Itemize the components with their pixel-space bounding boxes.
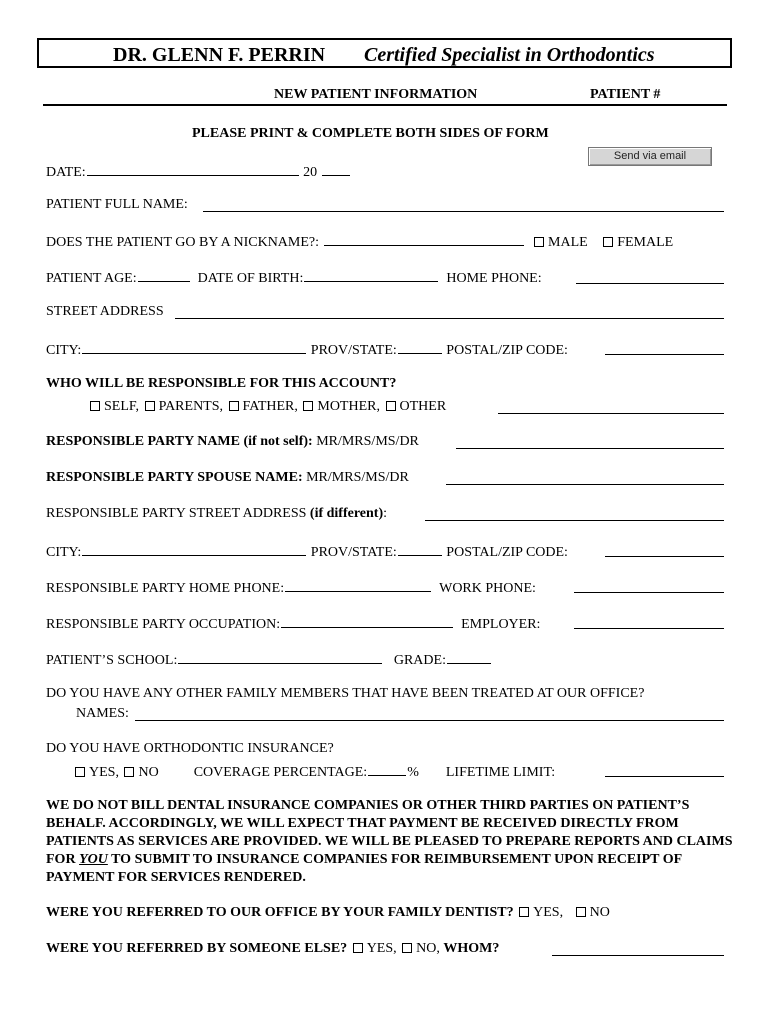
- date-field[interactable]: [87, 162, 299, 176]
- lifetime-field[interactable]: [605, 776, 724, 777]
- postal-zip-label: POSTAL/ZIP CODE:: [446, 343, 568, 358]
- rp-name-field[interactable]: [456, 448, 724, 449]
- year-field[interactable]: [322, 162, 350, 176]
- prov-state-label: PROV/STATE:: [310, 343, 397, 358]
- insurance-row: [73, 762, 555, 781]
- rp-spouse-label: RESPONSIBLE PARTY SPOUSE NAME:: [46, 470, 303, 485]
- rp-work-phone-label: WORK PHONE:: [439, 581, 536, 596]
- parents-checkbox[interactable]: [145, 401, 155, 411]
- send-via-email-button[interactable]: Send via email: [588, 147, 712, 166]
- grade-field[interactable]: [447, 650, 491, 664]
- nickname-label: DOES THE PATIENT GO BY A NICKNAME?:: [46, 235, 320, 250]
- lifetime-label: LIFETIME LIMIT:: [445, 765, 556, 780]
- rp-prov-state-label: PROV/STATE:: [310, 545, 397, 560]
- rp-occupation-field[interactable]: [281, 614, 453, 628]
- form-title: NEW PATIENT INFORMATION: [274, 87, 478, 102]
- dentist-referral-row: [46, 905, 610, 921]
- city-row: [46, 340, 568, 359]
- female-label: FEMALE: [617, 235, 674, 250]
- insurance-question: DO YOU HAVE ORTHODONTIC INSURANCE?: [46, 741, 334, 756]
- rp-spouse-title: MR/MRS/MS/DR: [306, 470, 409, 485]
- rp-name-title: MR/MRS/MS/DR: [316, 434, 419, 449]
- female-checkbox[interactable]: [603, 237, 613, 247]
- home-phone-label: HOME PHONE:: [446, 271, 542, 286]
- coverage-field[interactable]: [368, 762, 406, 776]
- rp-occupation-row: [46, 614, 540, 633]
- school-label: PATIENT’S SCHOOL:: [46, 653, 178, 668]
- dentist-no-checkbox[interactable]: [576, 907, 586, 917]
- other-field[interactable]: [498, 413, 724, 414]
- dentist-yes-checkbox[interactable]: [519, 907, 529, 917]
- insurance-yes-checkbox[interactable]: [75, 767, 85, 777]
- rp-name-row: [46, 434, 419, 450]
- rp-address-row: RESPONSIBLE PARTY STREET ADDRESS (if different):: [46, 506, 388, 521]
- rp-employer-label: EMPLOYER:: [461, 617, 541, 632]
- percent-sign: %: [407, 765, 419, 780]
- rp-postal-zip-field[interactable]: [605, 556, 724, 557]
- coverage-label: COVERAGE PERCENTAGE:: [193, 765, 368, 780]
- rp-home-phone-field[interactable]: [285, 578, 431, 592]
- self-checkbox[interactable]: [90, 401, 100, 411]
- school-field[interactable]: [178, 650, 382, 664]
- street-address-label: STREET ADDRESS: [46, 304, 164, 319]
- school-row: [46, 650, 492, 669]
- rp-spouse-row: [46, 470, 409, 486]
- rp-name-label: RESPONSIBLE PARTY NAME (if not self):: [46, 434, 313, 449]
- billing-notice-emphasis: YOU: [79, 852, 108, 867]
- year-prefix: 20: [303, 165, 318, 180]
- home-phone-field[interactable]: [576, 283, 724, 284]
- date-label: DATE:: [46, 165, 86, 180]
- insurance-no-checkbox[interactable]: [124, 767, 134, 777]
- male-checkbox[interactable]: [534, 237, 544, 247]
- street-address-field[interactable]: [175, 318, 724, 319]
- doctor-name: DR. GLENN F. PERRIN: [113, 44, 326, 66]
- rp-postal-zip-label: POSTAL/ZIP CODE:: [446, 545, 568, 560]
- rp-home-phone-label: RESPONSIBLE PARTY HOME PHONE:: [46, 581, 285, 596]
- postal-zip-field[interactable]: [605, 354, 724, 355]
- family-names-label: NAMES:: [76, 706, 129, 721]
- city-field[interactable]: [82, 340, 306, 354]
- instruction-text: PLEASE PRINT & COMPLETE BOTH SIDES OF FORM: [192, 126, 549, 141]
- rp-address-qualifier: (if different): [309, 506, 384, 521]
- mother-checkbox[interactable]: [303, 401, 313, 411]
- dob-field[interactable]: [304, 268, 438, 282]
- someone-yes-label: YES,: [366, 941, 397, 956]
- dentist-yes-label: YES,: [533, 905, 564, 920]
- someone-no-label: NO,: [416, 941, 440, 956]
- someone-yes-checkbox[interactable]: [353, 943, 363, 953]
- self-label: SELF,: [104, 399, 140, 414]
- whom-field[interactable]: [552, 955, 724, 956]
- whom-label: WHOM?: [443, 941, 500, 956]
- someone-referral-question: WERE YOU REFERRED BY SOMEONE ELSE?: [46, 941, 348, 956]
- insurance-yes-label: YES,: [89, 765, 119, 780]
- date-row: [46, 162, 351, 181]
- insurance-no-label: NO: [138, 765, 159, 780]
- rp-prov-state-field[interactable]: [398, 542, 442, 556]
- billing-notice: [46, 797, 736, 887]
- responsible-question: WHO WILL BE RESPONSIBLE FOR THIS ACCOUNT?: [46, 376, 397, 391]
- rp-work-phone-field[interactable]: [574, 592, 724, 593]
- rp-city-field[interactable]: [82, 542, 306, 556]
- billing-notice-part2: TO SUBMIT TO INSURANCE COMPANIES FOR REIMBURSEMENT UPON RECEIPT OF PAYMENT FOR SERVICES RENDERED.: [46, 852, 682, 885]
- parents-label: PARENTS,: [158, 399, 224, 414]
- male-label: MALE: [548, 235, 588, 250]
- age-dob-row: [46, 268, 542, 287]
- family-names-field[interactable]: [135, 720, 724, 721]
- mother-label: MOTHER,: [317, 399, 380, 414]
- rp-spouse-field[interactable]: [446, 484, 724, 485]
- patient-number-label: PATIENT #: [590, 87, 661, 102]
- nickname-field[interactable]: [324, 232, 524, 246]
- rp-city-row: [46, 542, 568, 561]
- nickname-row: [46, 232, 673, 251]
- rp-city-label: CITY:: [46, 545, 82, 560]
- rp-employer-field[interactable]: [574, 628, 724, 629]
- rp-address-field[interactable]: [425, 520, 724, 521]
- dentist-referral-question: WERE YOU REFERRED TO OUR OFFICE BY YOUR FAMILY DENTIST?: [46, 905, 514, 920]
- city-label: CITY:: [46, 343, 82, 358]
- other-label: OTHER: [399, 399, 447, 414]
- responsible-options: [88, 399, 446, 415]
- billing-notice-part1: WE DO NOT BILL DENTAL INSURANCE COMPANIES OR OTHER THIRD PARTIES ON PATIENT’S BEHALF. ACCORDINGLY, WE WILL EXPECT THAT PAYMENT BE RECEIVED DIRECTLY FROM PATIENTS AS SERVICES ARE PROVIDED. WE WILL BE PLEASED TO PREPARE REPORTS AND CLAIMS FOR: [46, 798, 733, 867]
- father-checkbox[interactable]: [229, 401, 239, 411]
- rp-phone-row: [46, 578, 536, 597]
- rp-occupation-label: RESPONSIBLE PARTY OCCUPATION:: [46, 617, 281, 632]
- dentist-no-label: NO: [589, 905, 610, 920]
- someone-referral-row: [46, 941, 499, 957]
- patient-full-name-field[interactable]: [203, 211, 724, 212]
- patient-age-field[interactable]: [138, 268, 190, 282]
- other-checkbox[interactable]: [386, 401, 396, 411]
- patient-age-label: PATIENT AGE:: [46, 271, 137, 286]
- family-question: DO YOU HAVE ANY OTHER FAMILY MEMBERS THAT HAVE BEEN TREATED AT OUR OFFICE?: [46, 686, 645, 701]
- father-label: FATHER,: [242, 399, 298, 414]
- rp-address-label: RESPONSIBLE PARTY STREET ADDRESS: [46, 506, 307, 521]
- grade-label: GRADE:: [393, 653, 446, 668]
- dob-label: DATE OF BIRTH:: [197, 271, 304, 286]
- doctor-specialty: Certified Specialist in Orthodontics: [364, 44, 655, 66]
- header-rule: [43, 104, 727, 106]
- prov-state-field[interactable]: [398, 340, 442, 354]
- someone-no-checkbox[interactable]: [402, 943, 412, 953]
- patient-full-name-label: PATIENT FULL NAME:: [46, 197, 188, 212]
